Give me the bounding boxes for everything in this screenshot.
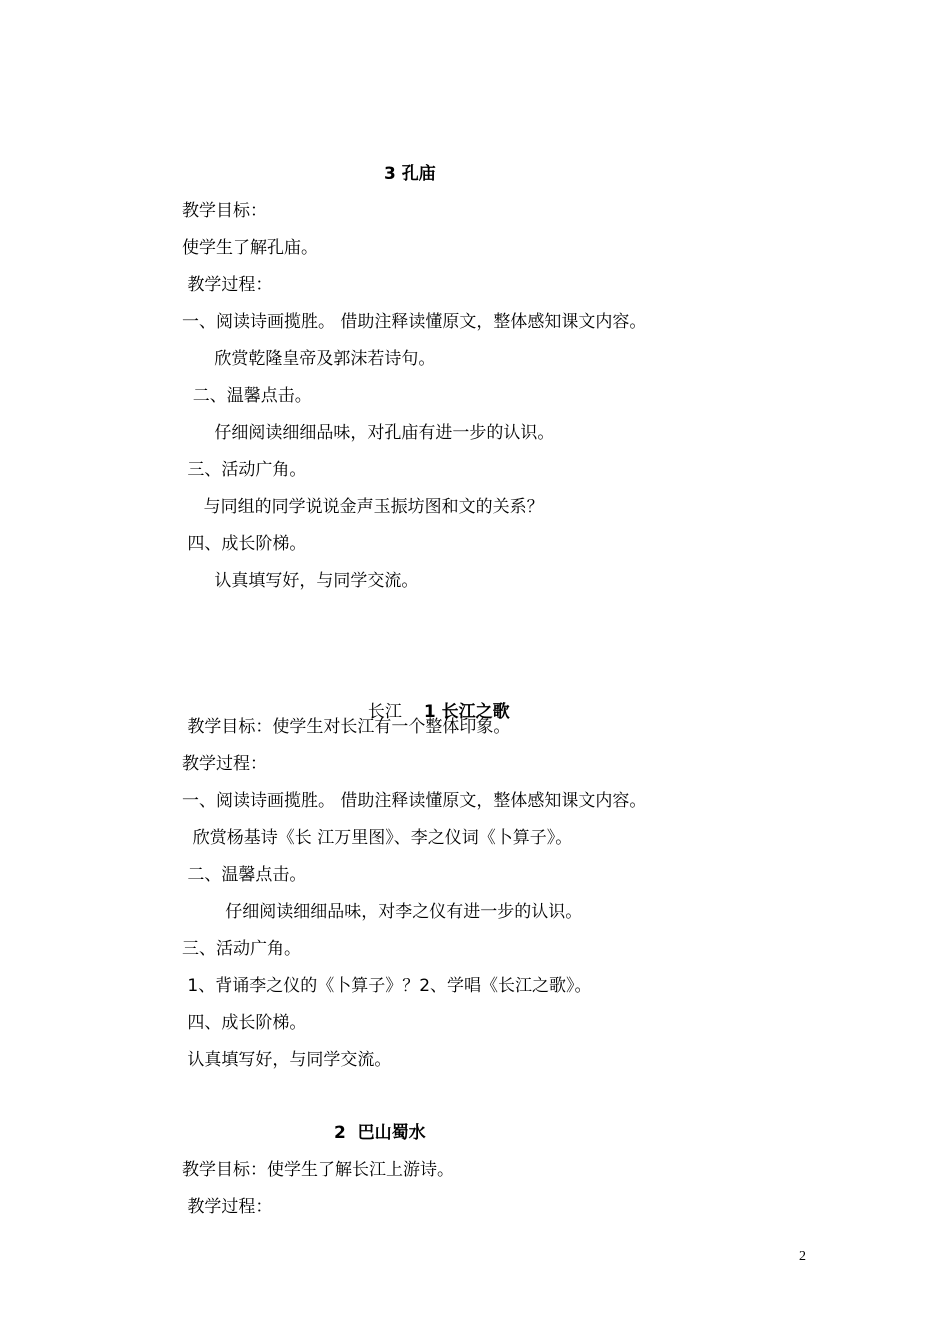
section-title: 2 巴山蜀水: [334, 1123, 426, 1143]
text-line: 二、温馨点击。: [182, 865, 307, 885]
text-line: 四、成长阶梯。: [182, 1013, 307, 1033]
text-line: 教学目标：使学生了解长江上游诗。: [182, 1160, 454, 1180]
text-line: 一、阅读诗画揽胜。 借助注释读懂原文，整体感知课文内容。: [182, 312, 647, 332]
text-line: 二、温馨点击。: [182, 386, 312, 406]
section-title: 1 长江之歌: [423, 702, 510, 722]
text-line: 仔细阅读细细品味，对李之仪有进一步的认识。: [182, 902, 583, 922]
text-line: 欣赏杨基诗《长 江万里图》、李之仪词《卜算子》。: [182, 828, 573, 848]
text-line: 三、活动广角。: [182, 939, 301, 959]
text-line: 一、阅读诗画揽胜。 借助注释读懂原文，整体感知课文内容。: [182, 791, 647, 811]
text-line: 认真填写好，与同学交流。: [182, 1050, 392, 1070]
text-line: 1、背诵李之仪的《卜算子》？2、学唱《长江之歌》。: [182, 976, 592, 996]
text-line: 教学目标：使学生对长江有一个整体印象。: [182, 717, 511, 737]
text-line: 欣赏乾隆皇帝及郭沫若诗句。: [182, 349, 436, 369]
text-line: 仔细阅读细细品味，对孔庙有进一步的认识。: [182, 423, 555, 443]
unit-label: 长江: [367, 702, 402, 722]
text-line: 四、成长阶梯。: [182, 534, 307, 554]
text-line: 教学过程：: [182, 275, 273, 295]
text-line: 教学过程：: [182, 1197, 273, 1217]
text-line: 认真填写好，与同学交流。: [182, 571, 419, 591]
text-line: 教学过程：: [182, 754, 267, 774]
section-title: 3 孔庙: [384, 164, 436, 184]
text-line: 三、活动广角。: [182, 460, 307, 480]
text-line: 与同组的同学说说金声玉振坊图和文的关系？: [182, 497, 544, 517]
text-line: 使学生了解孔庙。: [182, 238, 318, 258]
page-number: 2: [799, 1249, 806, 1264]
text-line: 教学目标：: [182, 201, 267, 221]
